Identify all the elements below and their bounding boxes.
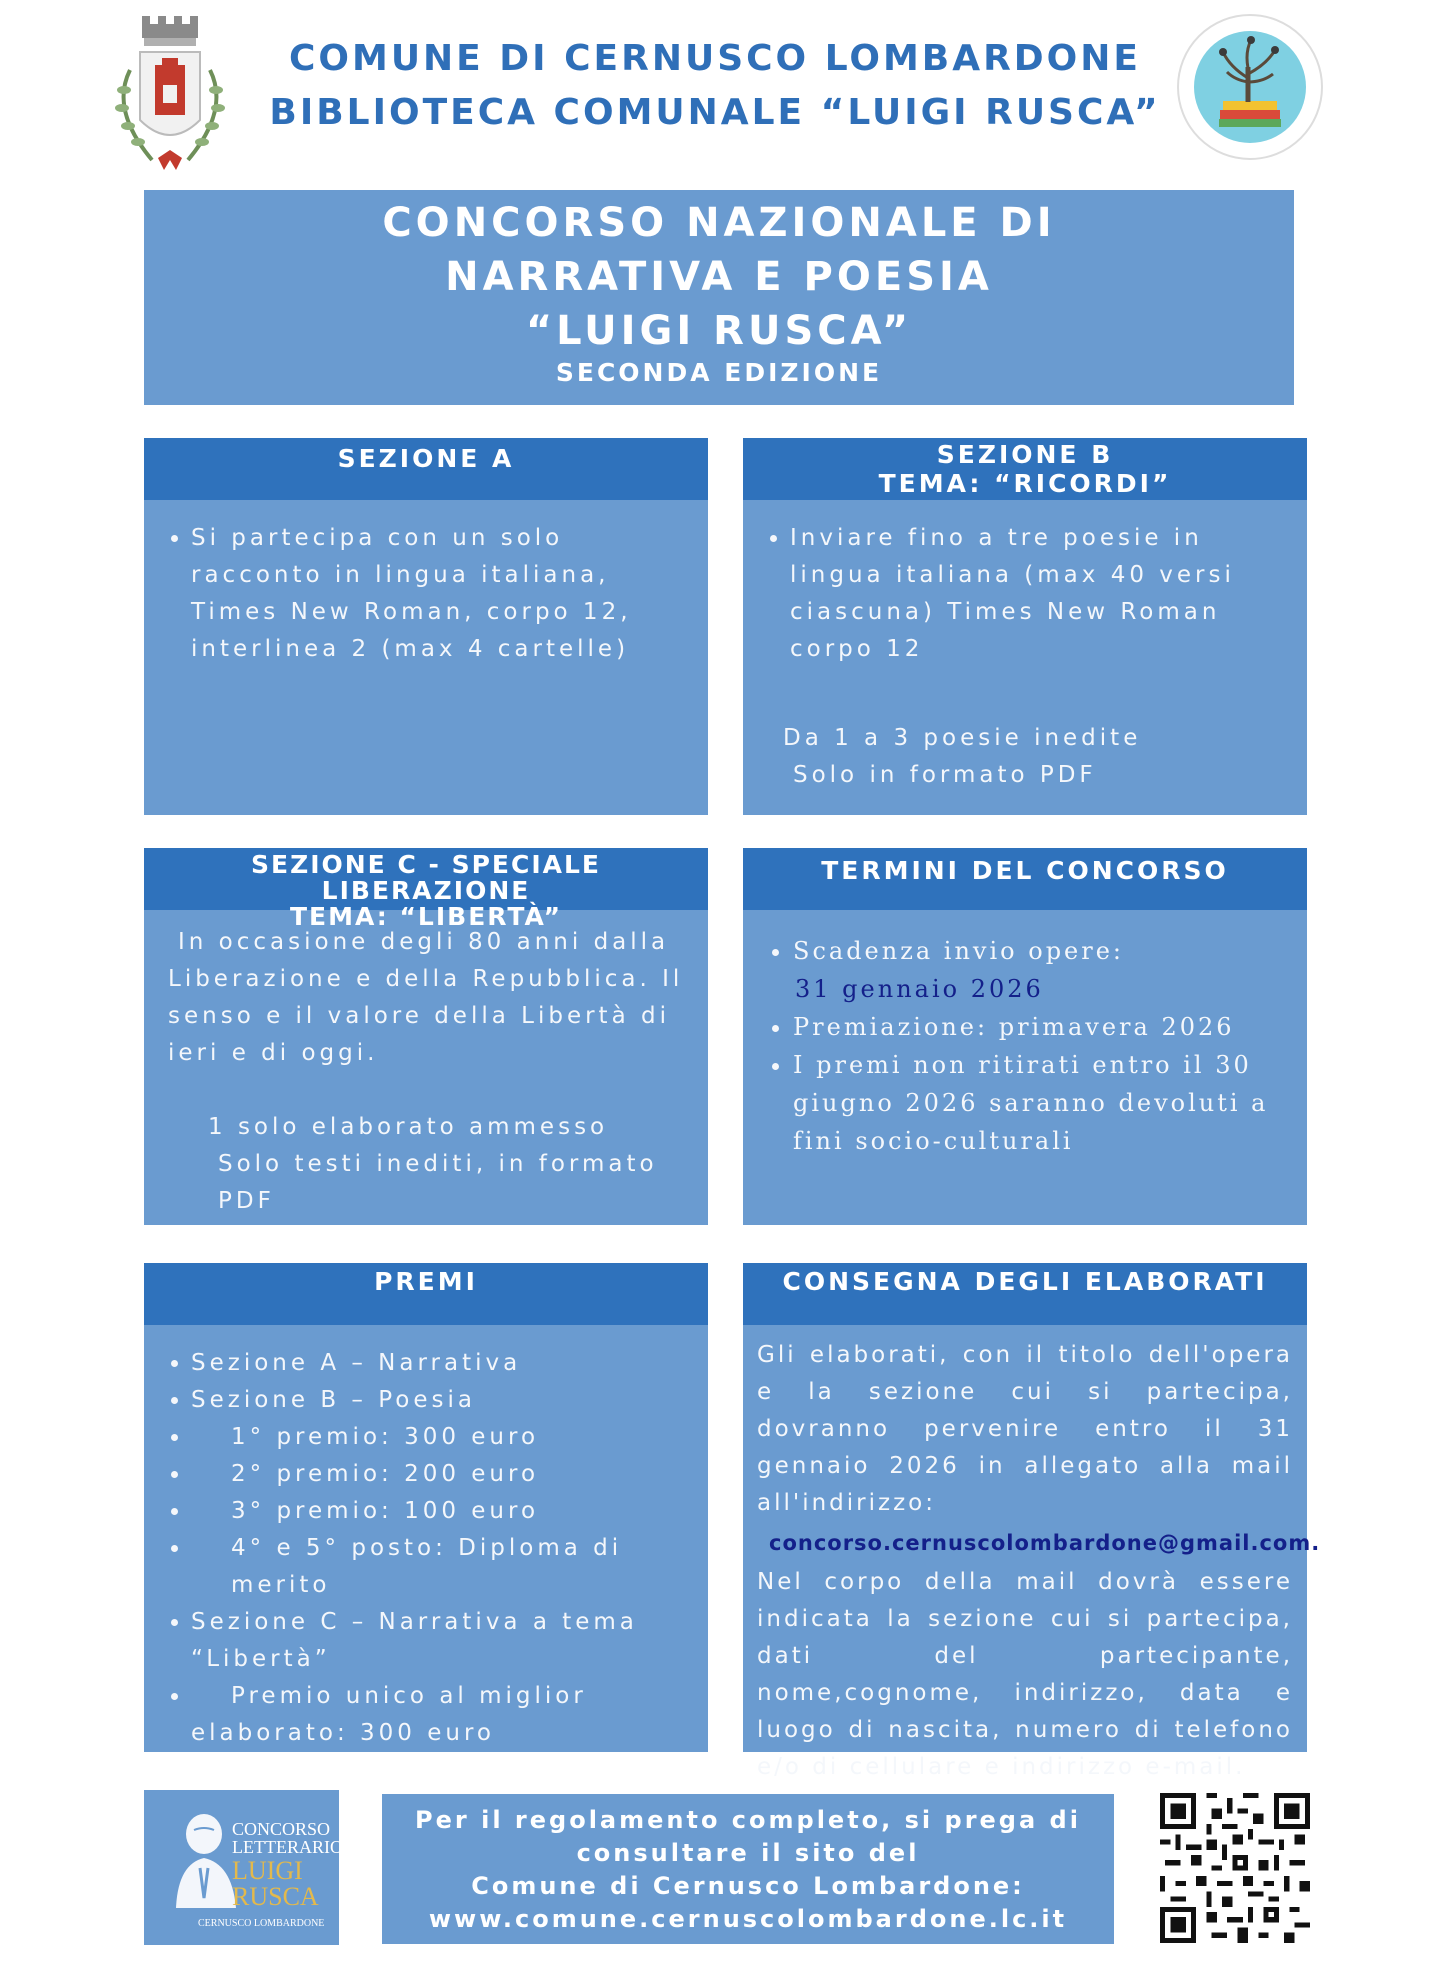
footer-info-line-1: Per il regolamento completo, si prega di [415, 1806, 1081, 1834]
delivery-para-1: Gli elaborati, con il titolo dell'opera e la sezione cui si partecipa, dovranno pervenire entro il 31 gennaio 2026 in allegato alla mail all'indirizzo: [757, 1342, 1293, 1516]
terms-deadline-label: Scadenza invio opere: [793, 937, 1125, 965]
terms-deadline [793, 932, 1299, 1008]
prize-item: • Premio unico al miglior elaborato: 300 euro [191, 1678, 696, 1752]
banner-title-3: “LUIGI RUSCA” [525, 308, 913, 354]
section-c-title-2: TEMA: “LIBERTÀ” [289, 902, 563, 931]
footer-website-link[interactable]: www.comune.cernuscolombardone.lc.it [428, 1905, 1068, 1933]
footer-info-line-2: consultare il sito del [576, 1839, 920, 1867]
section-c-body [144, 910, 708, 1220]
section-b-note-1: Da 1 a 3 poesie inedite [783, 725, 1142, 751]
banner-title-1: CONCORSO NAZIONALE DI [382, 200, 1056, 246]
delivery-body [743, 1325, 1321, 1786]
tree-on-books-icon [1175, 12, 1325, 162]
footer-logo-line-2: LETTERARIO [232, 1837, 343, 1857]
section-b-bullet: • Inviare fino a tre poesie in lingua italiana (max 40 versi ciascuna) Times New Roman corpo 12 [790, 520, 1287, 668]
section-a-bullet: • Si partecipa con un solo racconto in lingua italiana, Times New Roman, corpo 12, interlinea 2 (max 4 cartelle) [191, 520, 696, 668]
terms-title: TERMINI DEL CONCORSO [743, 848, 1307, 910]
prize-item: • Sezione A – Narrativa [191, 1345, 696, 1382]
section-b-title-2: TEMA: “RICORDI” [878, 469, 1172, 498]
section-b-title [743, 438, 1307, 500]
footer-logo [144, 1790, 343, 1945]
section-c-text: In occasione degli 80 anni dalla Liberazione e della Repubblica. Il senso e il valore della Libertà di ieri e di oggi. [168, 929, 684, 1066]
terms-body [743, 910, 1307, 1160]
prizes-card [144, 1263, 708, 1752]
section-b-body [743, 500, 1307, 794]
section-c-note-1: 1 solo elaborato ammesso [208, 1114, 609, 1140]
section-b-card [743, 438, 1307, 815]
prize-item: • 4° e 5° posto: Diploma di merito [191, 1530, 696, 1604]
terms-deadline-date: 31 gennaio 2026 [795, 975, 1044, 1003]
section-b-note-2: Solo in formato PDF [793, 762, 1097, 788]
section-c-title [144, 848, 708, 931]
terms-unclaimed: • I premi non ritirati entro il 30 giugno 2026 saranno devoluti a fini socio-culturali [793, 1046, 1299, 1160]
logo-ring-bottom [1175, 12, 1176, 13]
footer-logo-line-3: LUIGI [232, 1856, 303, 1885]
delivery-email[interactable]: concorso.cernuscolombardone@gmail.com. [769, 1531, 1321, 1555]
prize-item: • Sezione B – Poesia [191, 1382, 696, 1419]
banner-subtitle: SECONDA EDIZIONE [555, 358, 883, 387]
banner-title-2: NARRATIVA E POESIA [445, 254, 993, 300]
section-b-title-1: SEZIONE B [936, 440, 1114, 469]
prize-item: • Sezione C – Narrativa a tema “Libertà” [191, 1604, 696, 1678]
section-c-title-1: SEZIONE C - SPECIALE LIBERAZIONE [250, 850, 601, 905]
footer-info-line-3: Comune di Cernusco Lombardone: [471, 1872, 1025, 1900]
header-line-2: BIBLIOTECA COMUNALE “LUIGI RUSCA” [269, 92, 1161, 133]
delivery-title: CONSEGNA DEGLI ELABORATI [743, 1263, 1307, 1325]
qr-code-icon[interactable] [1160, 1793, 1310, 1943]
prize-item: • 1° premio: 300 euro [191, 1419, 696, 1456]
delivery-para-2: Nel corpo della mail dovrà essere indicata la sezione cui si partecipa, dati del partecipante, nome,cognome, indirizzo, data e luogo di nascita, numero di telefono e/o di cellulare e indirizzo e-mail. [757, 1569, 1293, 1780]
section-c-card [144, 848, 708, 1225]
prizes-title: PREMI [144, 1263, 708, 1325]
library-logo [1175, 12, 1325, 162]
terms-award: • Premiazione: primavera 2026 [793, 1008, 1299, 1046]
section-a-body [144, 500, 708, 668]
header-line-1: COMUNE DI CERNUSCO LOMBARDONE [288, 38, 1142, 79]
coat-of-arms-icon [100, 10, 240, 175]
delivery-card [743, 1263, 1321, 1780]
title-banner [144, 190, 1294, 405]
prizes-body [144, 1325, 708, 1752]
prize-item: • 3° premio: 100 euro [191, 1493, 696, 1530]
footer-logo-line-5: CERNUSCO LOMBARDONE [198, 1918, 325, 1929]
terms-card [743, 848, 1307, 1225]
section-a-card [144, 438, 708, 815]
footer-logo-line-1: CONCORSO [232, 1819, 331, 1839]
prize-item: • 2° premio: 200 euro [191, 1456, 696, 1493]
footer-logo-line-4: RUSCA [232, 1882, 319, 1911]
footer-info [382, 1794, 1114, 1944]
section-a-title: SEZIONE A [144, 438, 708, 500]
section-c-note-2: Solo testi inediti, in formato PDF [218, 1151, 658, 1214]
